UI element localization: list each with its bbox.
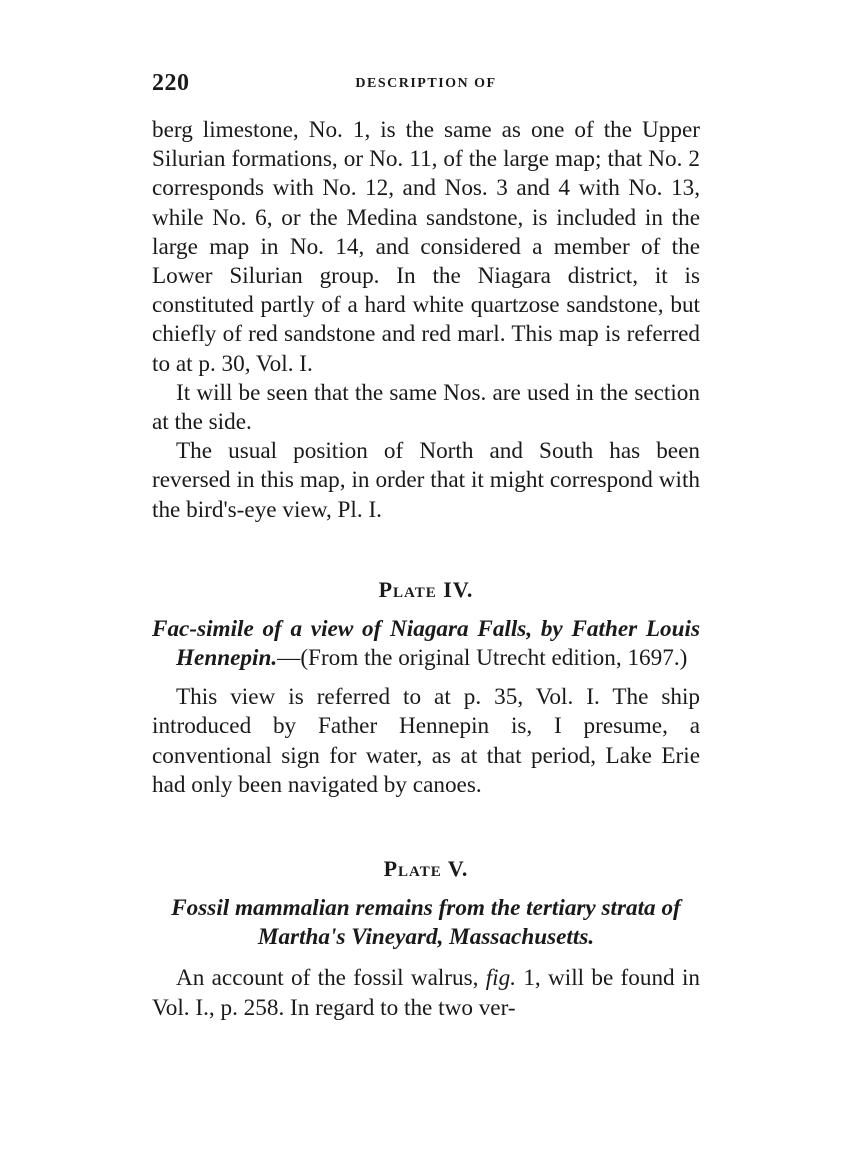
- paragraph-orientation-note: The usual position of North and South has been reversed in this map, in order that it might correspond with the bird's-eye view, Pl. I.: [152, 438, 700, 523]
- plate-v-heading: Plate V.: [383, 856, 469, 882]
- plate-iv-caption-source: —(From the original Utrecht edition, 1697.): [277, 645, 688, 672]
- running-head: [152, 70, 700, 100]
- plate-iv-caption-title: Fac-simile of a view of Niagara Falls, by Father Louis Hennepin.: [152, 615, 700, 672]
- plate-iv-caption: [152, 615, 700, 673]
- paragraph-map-description: berg limestone, No. 1, is the same as one of the Upper Silurian formations, or No. 11, of the large map; that No. 2 corresponds with No. 12, and Nos. 3 and 4 with No. 13, while No. 6, or the Medina sandstone, is included in the large map in No. 14, and considered a member of the Lower Silurian group. In the Niagara district, it is constituted partly of a hard white quartzose sandstone, but chiefly of red sandstone and red marl. This map is referred to at p. 30, Vol. I.: [152, 117, 700, 377]
- plate-v-text-start: An account of the fossil walrus,: [176, 965, 486, 992]
- plate-v-fig-ref: fig.: [485, 965, 517, 992]
- plate-iv-heading: Plate IV.: [378, 576, 474, 602]
- plate-v-text-end: 1, will be found in Vol. I., p. 258. In regard to the two ver-: [152, 965, 700, 1021]
- plate-v-caption: Fossil mammalian remains from the tertiary strata of Martha's Vineyard, Massachusetts.: [171, 895, 681, 951]
- page-number: 220: [152, 70, 190, 96]
- running-head-title: DESCRIPTION OF: [355, 76, 497, 91]
- plate-iv-description: This view is referred to at p. 35, Vol. I. The ship introduced by Father Hennepin is, I presume, a conventional sign for water, as at that period, Lake Erie had only been navigated by canoes.: [152, 684, 700, 798]
- plate-v-description: [152, 964, 700, 1022]
- paragraph-section-note: It will be seen that the same Nos. are used in the section at the side.: [152, 379, 700, 436]
- book-page: [152, 70, 700, 1023]
